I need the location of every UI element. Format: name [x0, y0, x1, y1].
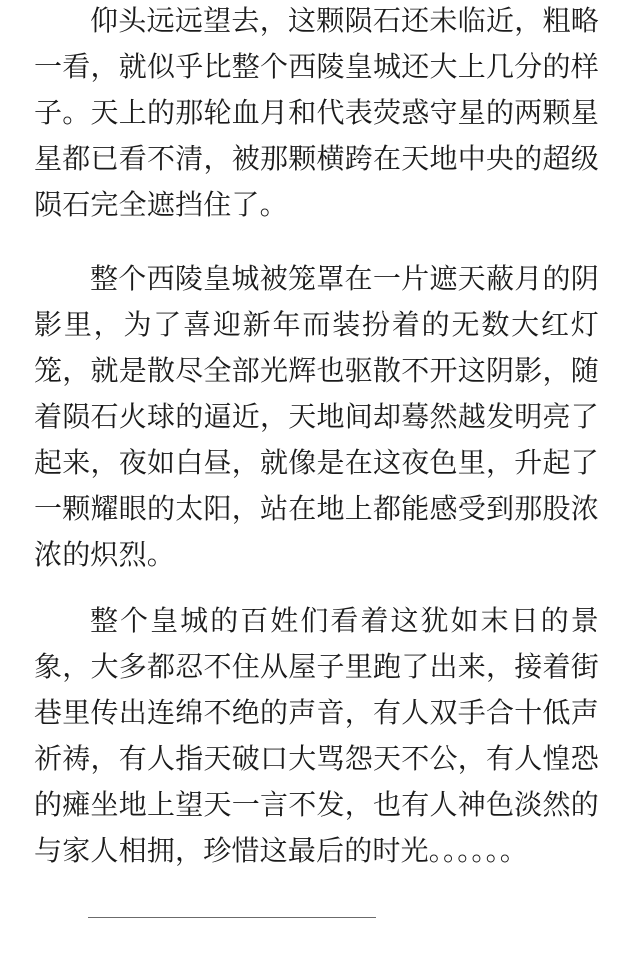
paragraph-2: 整个西陵皇城被笼罩在一片遮天蔽月的阴影里，为了喜迎新年而装扮着的无数大红灯笼，就是散尽全部光辉也驱散不开这阴影，随着陨石火球的逼近，天地间却蓦然越发明亮了起来，夜如白昼，就像是在这夜色里，升起了一颗耀眼的太阳，站在地上都能感受到那股浓浓的炽烈。 [34, 262, 599, 571]
paragraph-3: 整个皇城的百姓们看着这犹如末日的景象，大多都忍不住从屋子里跑了出来，接着街巷里传出连绵不绝的声音，有人双手合十低声祈祷，有人指天破口大骂怨天不公，有人惶恐的瘫坐地上望天一言不发，也有人神色淡然的与家人相拥，珍惜这最后的时光。。。。。。 [34, 604, 599, 867]
paragraph-1: 仰头远远望去，这颗陨石还未临近，粗略一看，就似乎比整个西陵皇城还大上几分的样子。天上的那轮血月和代表荧惑守星的两颗星星都已看不清，被那颗横跨在天地中央的超级陨石完全遮挡住了。 [34, 4, 599, 221]
footnote-divider [88, 917, 376, 918]
